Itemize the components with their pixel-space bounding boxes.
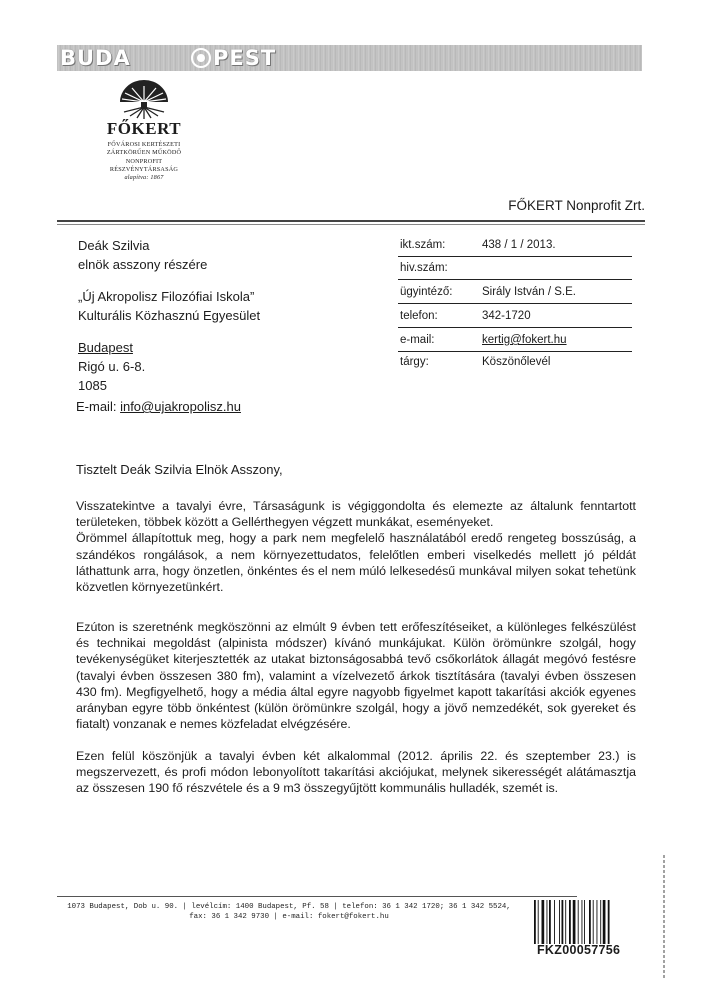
ref-value: Sirály István / S.E. bbox=[482, 286, 576, 298]
ref-value: Köszönőlevél bbox=[482, 356, 551, 368]
ref-row-telefon bbox=[398, 306, 632, 328]
header-divider bbox=[57, 220, 645, 222]
company-name: FŐKERT Nonprofit Zrt. bbox=[508, 198, 645, 213]
banner-left-text: BUDA bbox=[60, 46, 131, 70]
ref-label: e-mail: bbox=[400, 334, 435, 346]
paragraph-1 bbox=[76, 498, 636, 595]
ref-label: tárgy: bbox=[400, 356, 429, 368]
ref-row-ugyintezo bbox=[398, 282, 632, 304]
logo-sub-line: RÉSZVÉNYTÁRSASÁG bbox=[109, 165, 179, 173]
ref-value: 342-1720 bbox=[482, 310, 531, 322]
footer-divider bbox=[57, 896, 577, 897]
coat-of-arms-icon bbox=[190, 47, 212, 69]
footer-contact bbox=[60, 902, 518, 922]
banner-right-text: PEST bbox=[213, 46, 277, 70]
logo-sub-line: NONPROFIT bbox=[125, 157, 163, 165]
paragraph-2 bbox=[76, 619, 636, 732]
ref-row-hivszam bbox=[398, 258, 632, 280]
addressee-name: Deák Szilvia bbox=[78, 238, 150, 253]
addressee-email-link[interactable]: info@ujakropolisz.hu bbox=[120, 399, 241, 414]
fokert-tree-logo-icon bbox=[116, 80, 172, 120]
logo-sub-line: FŐVÁROSI KERTÉSZETI bbox=[107, 141, 181, 148]
addressee-email-label: E-mail: bbox=[76, 399, 117, 414]
scan-edge-mark bbox=[663, 855, 665, 980]
addressee-zip: 1085 bbox=[78, 378, 107, 393]
paragraph-3-text: Ezen felül köszönjük a tavalyi évben két alkalommal (2012. április 22. és szeptember 23.) is megszervezett, és profi módon lebonyolított takarítási akciójukat, melynek sikerességét alátámasztja az összesen 190 fő részvétele és a 9 m3 összegyűjtött kommunális hulladék, szemét is. bbox=[76, 749, 636, 796]
footer-line2: fax: 36 1 342 9730 | e-mail: fokert@fokert.hu bbox=[189, 913, 389, 921]
ref-label: hiv.szám: bbox=[400, 262, 448, 274]
paragraph-2-text: Ezúton is szeretnénk megköszönni az elmúlt 9 évben tett erőfeszítéseiket, a különleges felkészülést és technikai megoldást (alpinista módszer) kívánó munkájukat. Külön örömünkre szolgál, hogy tevékenységüket kiterjesztették az utakat biztonságosabbá tevő csőkorlátok állagát megóvó festésre (tavalyi évben összesen 380 fm), valamint a vízelvezető árkok tisztítására (tavalyi évben összesen 430 fm). Megfigyelhető, hogy a média által egyre nagyobb figyelmet kapott takarítási akciók egyenes arányban egyre több önkéntest (külön örömünkre szolgál, hogy a jövő nemzedékét, sok gyereket és fiatalt) vonzanak e nemes közfeladat elvégzésére. bbox=[76, 620, 636, 732]
ref-row-targy bbox=[398, 352, 632, 373]
addressee-block bbox=[78, 236, 260, 395]
header-divider-thin bbox=[57, 224, 645, 225]
barcode-number: FKZ00057756 bbox=[537, 943, 621, 957]
ref-row-iktszam bbox=[398, 235, 632, 257]
logo-founded: alapítva: 1867 bbox=[124, 174, 164, 182]
ref-row-email bbox=[398, 330, 632, 352]
ref-label: ikt.szám: bbox=[400, 239, 446, 251]
ref-email-link[interactable]: kertig@fokert.hu bbox=[482, 334, 567, 346]
addressee-role: elnök asszony részére bbox=[78, 257, 208, 272]
logo-title: FŐKERT bbox=[106, 119, 182, 138]
addressee-email-row bbox=[76, 399, 241, 414]
addressee-org-line1: „Új Akropolisz Filozófiai Iskola” bbox=[78, 289, 255, 304]
ref-label: ügyintéző: bbox=[400, 286, 453, 298]
paragraph-3 bbox=[76, 748, 636, 797]
barcode-icon bbox=[534, 900, 634, 944]
logo-sub-line: ZÁRTKÖRŰEN MŰKÖDŐ bbox=[106, 149, 182, 157]
addressee-city: Budapest bbox=[78, 340, 133, 355]
paragraph-1b: Örömmel állapítottuk meg, hogy a park nem megfelelő használatából eredő rengeteg bosszúság, a szándékos rongálások, a nem környezettudatos, felelőtlen emberi viselkedés mellett jó példát láthattunk arra, hogy önzetlen, önkéntes és el nem múló lelkesedésű munkával milyen sokat tehetünk közvetlen környezetünkért. bbox=[76, 531, 636, 595]
ref-value: 438 / 1 / 2013. bbox=[482, 239, 556, 251]
logo-subtitle bbox=[74, 141, 214, 182]
paragraph-1a: Visszatekintve a tavalyi évre, Társaságunk is végiggondolta és elemezte az általunk fenntartott területeken, többek között a Gellérthegyen végzett munkákat, eseményeket. bbox=[76, 499, 636, 530]
salutation: Tisztelt Deák Szilvia Elnök Asszony, bbox=[76, 462, 283, 477]
ref-label: telefon: bbox=[400, 310, 438, 322]
addressee-org-line2: Kulturális Közhasznú Egyesület bbox=[78, 308, 261, 323]
budapest-banner bbox=[57, 45, 642, 71]
footer-line1: 1073 Budapest, Dob u. 90. | levélcím: 1400 Budapest, Pf. 58 | telefon: 36 1 342 1720; 36 1 342 5524, bbox=[67, 903, 511, 911]
addressee-street: Rigó u. 6-8. bbox=[78, 359, 146, 374]
